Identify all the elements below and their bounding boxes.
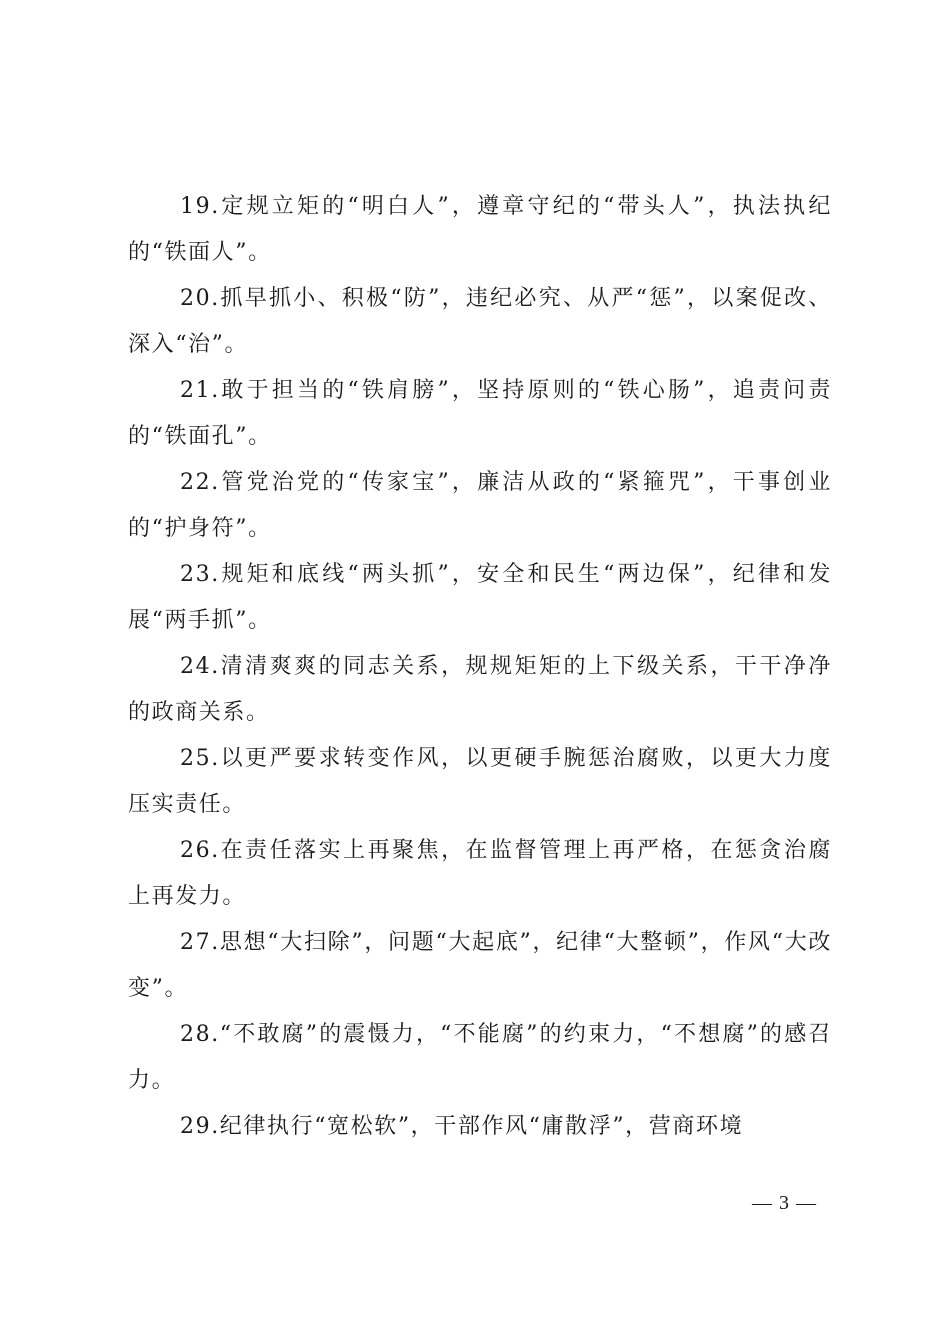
paragraph-19: 19.定规立矩的“明白人”，遵章守纪的“带头人”，执法执纪的“铁面人”。 bbox=[128, 194, 832, 265]
paragraph-26: 26.在责任落实上再聚焦，在监督管理上再严格，在惩贪治腐上再发力。 bbox=[128, 838, 832, 909]
document-body bbox=[128, 184, 832, 1150]
paragraph-27: 27.思想“大扫除”，问题“大起底”，纪律“大整顿”，作风“大改变”。 bbox=[128, 930, 832, 1001]
paragraph-28: 28.“不敢腐”的震慑力，“不能腐”的约束力，“不想腐”的感召力。 bbox=[128, 1022, 832, 1093]
paragraph-24: 24.清清爽爽的同志关系，规规矩矩的上下级关系，干干净净的政商关系。 bbox=[128, 654, 832, 725]
paragraph-22: 22.管党治党的“传家宝”，廉洁从政的“紧箍咒”，干事创业的“护身符”。 bbox=[128, 470, 832, 541]
paragraph-21: 21.敢于担当的“铁肩膀”，坚持原则的“铁心肠”，追责问责的“铁面孔”。 bbox=[128, 378, 832, 449]
paragraph-20: 20.抓早抓小、积极“防”，违纪必究、从严“惩”，以案促改、深入“治”。 bbox=[128, 286, 832, 357]
page-number: — 3 — bbox=[752, 1192, 817, 1214]
paragraph-25: 25.以更严要求转变作风，以更硬手腕惩治腐败，以更大力度压实责任。 bbox=[128, 746, 832, 817]
paragraph-23: 23.规矩和底线“两头抓”，安全和民生“两边保”，纪律和发展“两手抓”。 bbox=[128, 562, 832, 633]
paragraph-29: 29.纪律执行“宽松软”，干部作风“庸散浮”，营商环境 bbox=[180, 1114, 744, 1139]
